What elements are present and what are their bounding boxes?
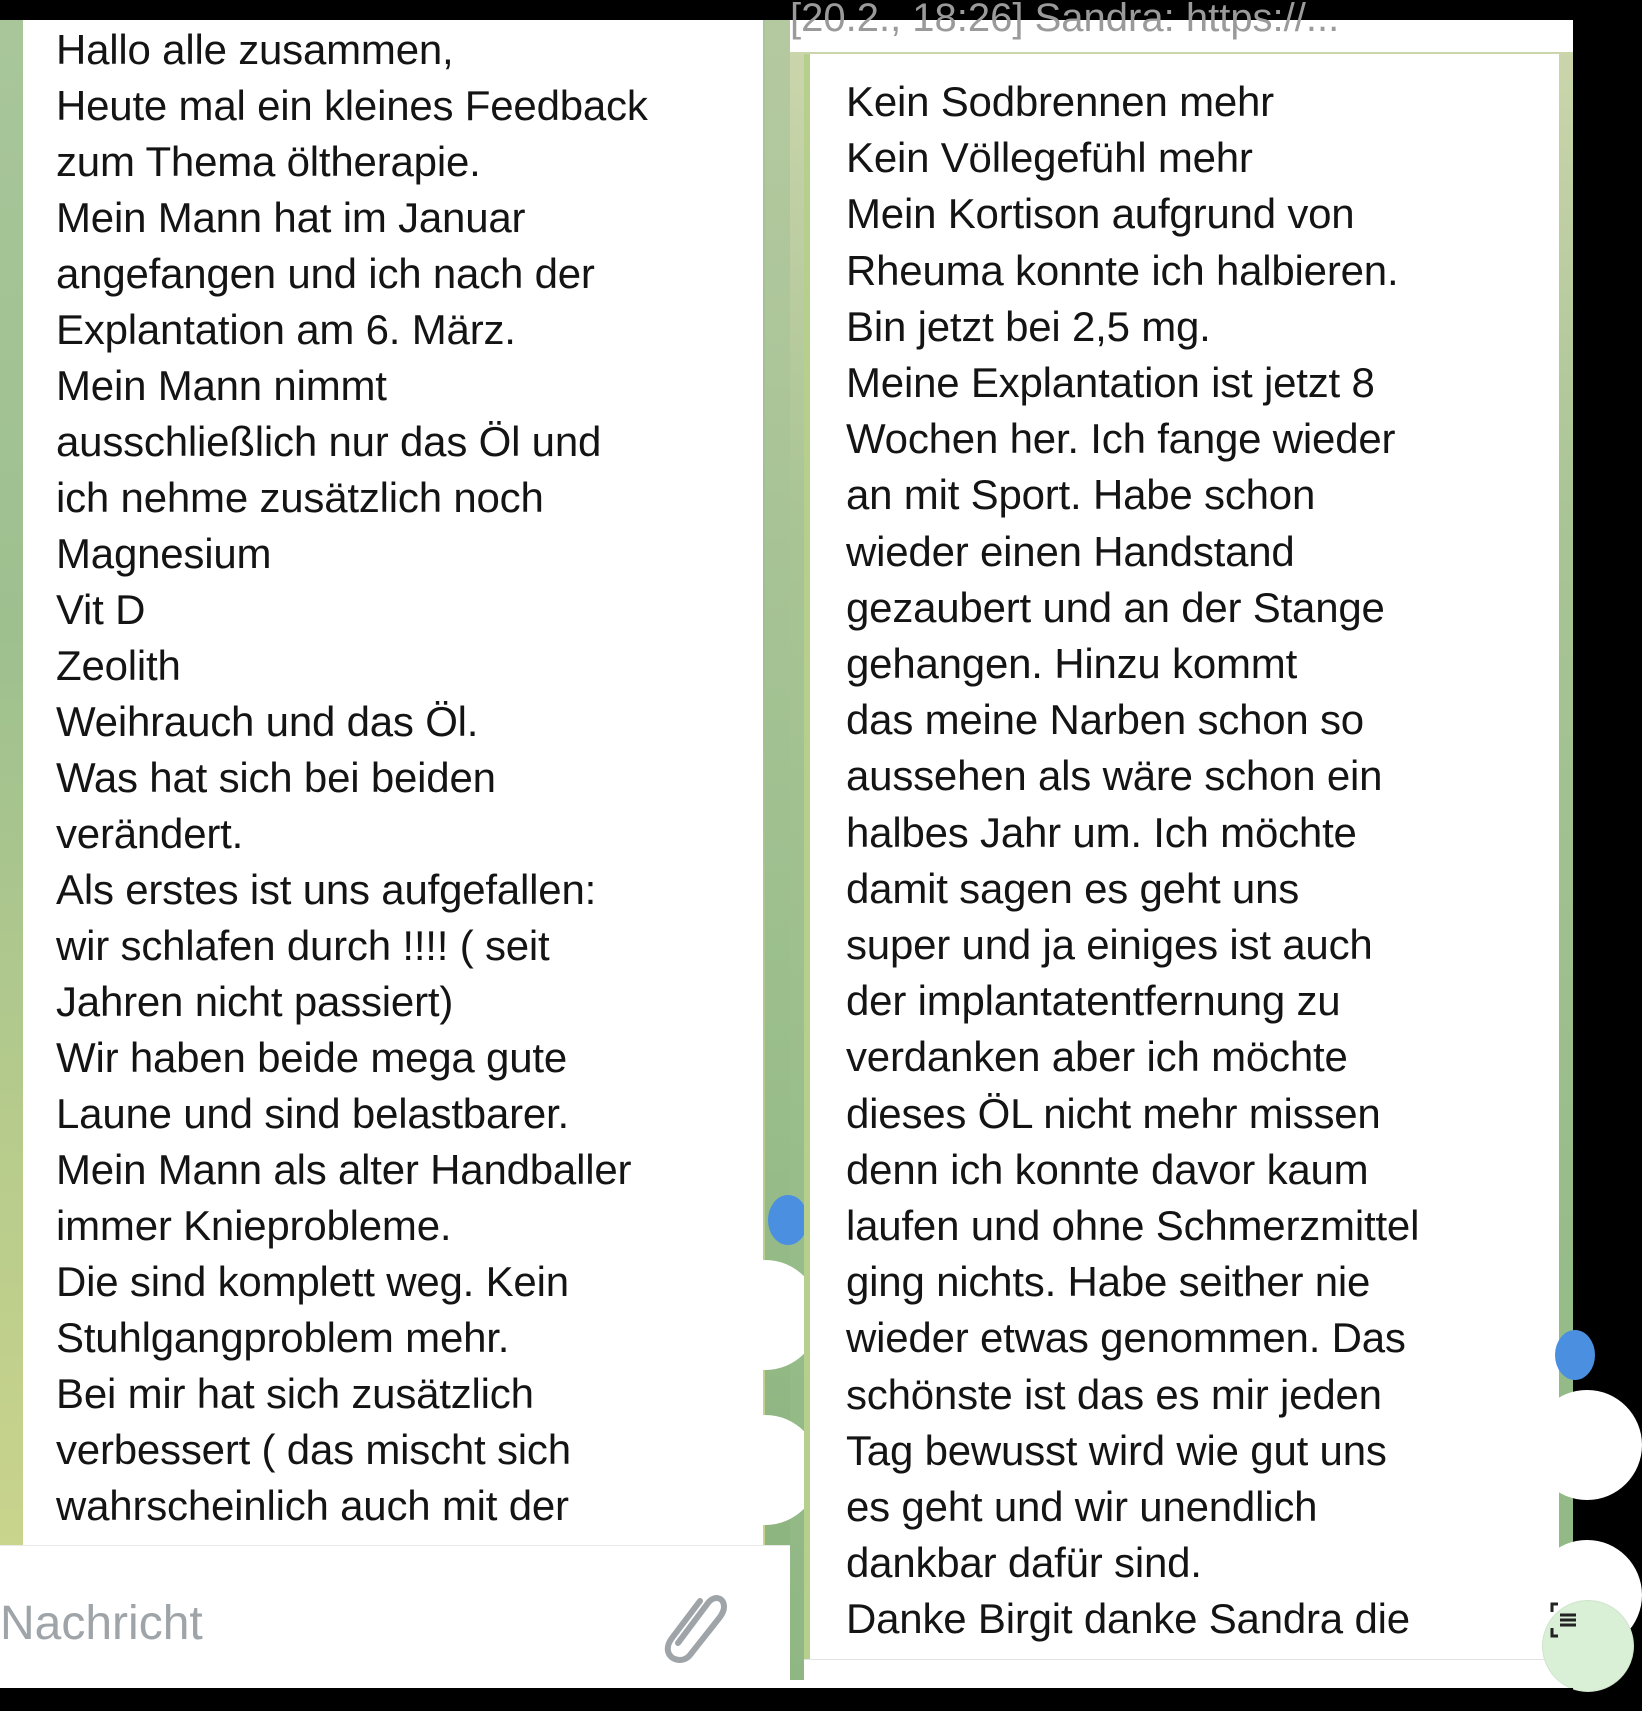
message-line: zum Thema öltherapie. xyxy=(56,138,481,185)
message-line: halbes Jahr um. Ich möchte xyxy=(846,808,1357,856)
message-line: Explantation am 6. März. xyxy=(56,306,516,353)
message-line: Was hat sich bei beiden xyxy=(56,754,496,801)
right-chat-panel xyxy=(790,0,1573,1688)
message-line: Stuhlgangproblem mehr. xyxy=(56,1314,510,1361)
message-line: Danke Birgit danke Sandra die xyxy=(846,1595,1410,1643)
message-line: der implantatentfernung zu xyxy=(846,977,1341,1025)
message-line: Die sind komplett weg. Kein xyxy=(56,1258,569,1305)
message-line: laufen und ohne Schmerzmittel xyxy=(846,1202,1420,1250)
message-line: das meine Narben schon so xyxy=(846,696,1364,744)
message-line: es geht und wir unendlich xyxy=(846,1483,1318,1531)
message-line: ging nichts. Habe seither nie xyxy=(846,1258,1371,1306)
message-line: Mein Mann hat im Januar xyxy=(56,194,526,241)
message-line: wahrscheinlich auch mit der xyxy=(56,1482,569,1529)
message-line: Bin jetzt bei 2,5 mg. xyxy=(846,302,1211,350)
floating-action-button[interactable] xyxy=(1532,1390,1642,1500)
forwarded-header-strip xyxy=(790,0,1573,52)
message-line: Wir haben beide mega gute xyxy=(56,1034,567,1081)
message-bubble[interactable] xyxy=(804,54,1559,1659)
message-line: ausschließlich nur das Öl und xyxy=(56,418,602,465)
message-line: Magnesium xyxy=(56,530,272,577)
message-line: Meine Explantation ist jetzt 8 xyxy=(846,359,1375,407)
paperclip-icon[interactable] xyxy=(660,1581,730,1661)
message-composer xyxy=(0,1545,790,1689)
message-line: Als erstes ist uns aufgefallen: xyxy=(56,866,597,913)
message-line: Vit D xyxy=(56,586,146,633)
message-line: wir schlafen durch !!!! ( seit xyxy=(56,922,550,969)
message-line: Wochen her. Ich fange wieder xyxy=(846,415,1396,463)
message-line: Mein Mann als alter Handballer xyxy=(56,1146,632,1193)
message-line: immer Knieprobleme. xyxy=(56,1202,452,1249)
message-bubble[interactable] xyxy=(23,20,763,1545)
message-line: Tag bewusst wird wie gut uns xyxy=(846,1426,1387,1474)
bubble-bottom-edge xyxy=(804,1659,1573,1689)
text-scan-icon xyxy=(1548,1600,1578,1640)
message-line: Weihrauch und das Öl. xyxy=(56,698,479,745)
message-line: Zeolith xyxy=(56,642,181,689)
message-line: wieder etwas genommen. Das xyxy=(846,1314,1406,1362)
message-line: Heute mal ein kleines Feedback xyxy=(56,82,648,129)
message-line: verändert. xyxy=(56,810,244,857)
message-line: Rheuma konnte ich halbieren. xyxy=(846,246,1399,294)
message-line: schönste ist das es mir jeden xyxy=(846,1370,1382,1418)
message-line: angefangen und ich nach der xyxy=(56,250,595,297)
message-line: gehangen. Hinzu kommt xyxy=(846,640,1298,688)
bottom-black-bar xyxy=(0,1688,1573,1711)
message-line: Jahren nicht passiert) xyxy=(56,978,454,1025)
message-line: dieses ÖL nicht mehr missen xyxy=(846,1089,1381,1137)
message-line: Kein Sodbrennen mehr xyxy=(846,78,1274,125)
left-chat-panel xyxy=(0,20,790,1688)
message-line: aussehen als wäre schon ein xyxy=(846,752,1383,800)
message-line: Bei mir hat sich zusätzlich xyxy=(56,1370,534,1417)
message-input[interactable] xyxy=(0,1594,600,1654)
message-line: dankbar dafür sind. xyxy=(846,1539,1202,1587)
message-line: Kein Völlegefühl mehr xyxy=(846,134,1253,182)
message-line: Hallo alle zusammen, xyxy=(56,26,454,73)
message-line: wieder einen Handstand xyxy=(846,527,1295,575)
message-line: an mit Sport. Habe schon xyxy=(846,471,1316,519)
message-line: verdanken aber ich möchte xyxy=(846,1033,1348,1081)
message-line: super und ja einiges ist auch xyxy=(846,921,1373,969)
unread-indicator xyxy=(768,1195,808,1245)
forwarded-message-header: [20.2., 18:26] Sandra: https://... xyxy=(790,0,1340,40)
message-line: Laune und sind belastbarer. xyxy=(56,1090,569,1137)
message-line: ich nehme zusätzlich noch xyxy=(56,474,544,521)
unread-indicator xyxy=(1555,1330,1595,1380)
message-line: Mein Mann nimmt xyxy=(56,362,387,409)
message-line: verbessert ( das mischt sich xyxy=(56,1426,571,1473)
message-line: denn ich konnte davor kaum xyxy=(846,1145,1369,1193)
message-line: Mein Kortison aufgrund von xyxy=(846,190,1355,238)
message-line: damit sagen es geht uns xyxy=(846,864,1300,912)
message-line: gezaubert und an der Stange xyxy=(846,583,1385,631)
